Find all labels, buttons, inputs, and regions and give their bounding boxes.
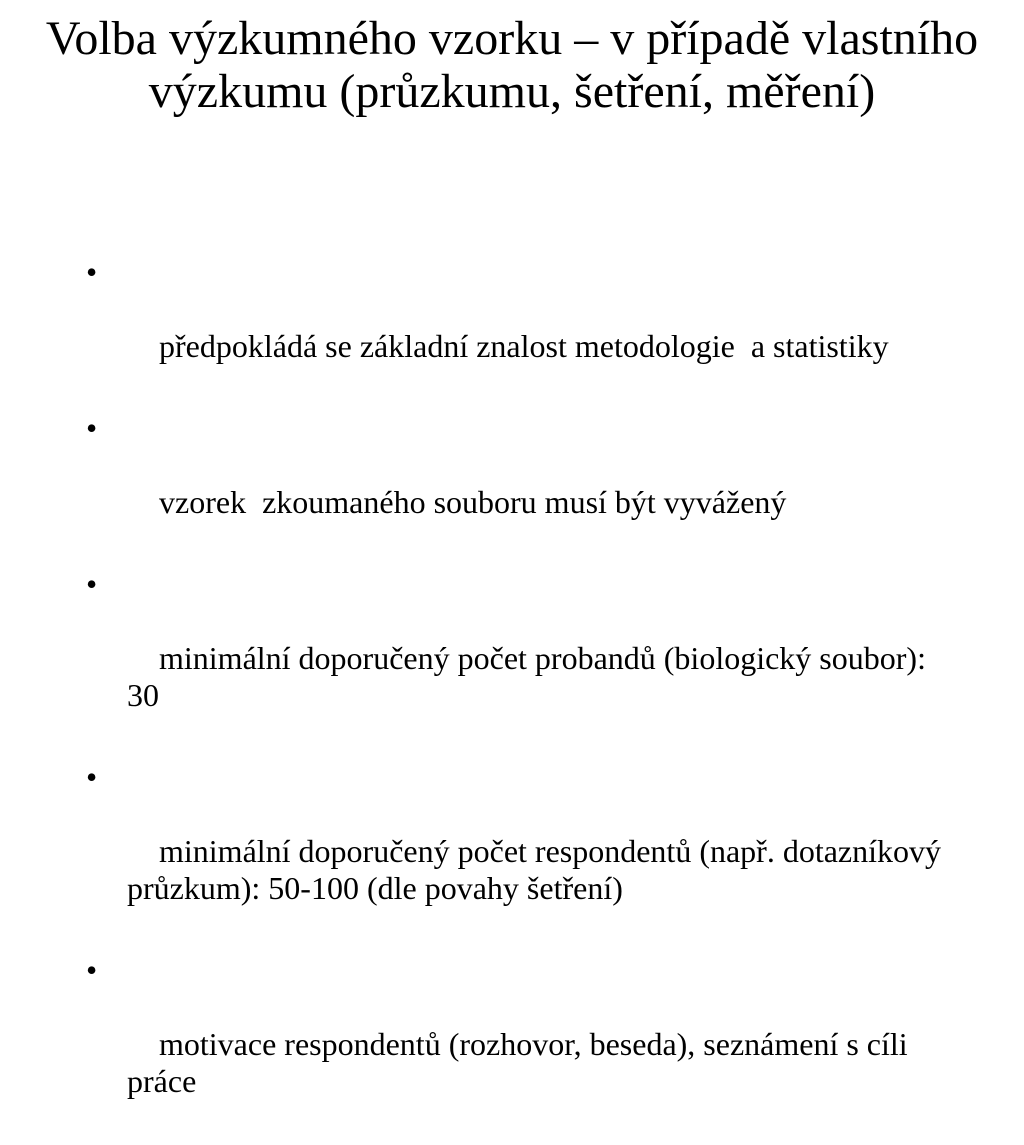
title-text: Volba výzkumného vzorku – v případě vlastního výzkumu (průzkumu, šetření, měření) — [45, 12, 979, 118]
bullet-icon: • — [86, 254, 98, 290]
bullet-text-5: motivace respondentů (rozhovor, beseda), seznámení s cíli práce — [127, 1026, 916, 1099]
bullet-item-3 — [86, 566, 956, 751]
bullet-icon: • — [86, 566, 98, 602]
bullet-item-2 — [86, 410, 956, 558]
bullet-text-3: minimální doporučený počet probandů (biologický soubor): 30 — [127, 640, 934, 713]
bullet-icon: • — [86, 759, 98, 795]
bullet-item-5 — [86, 952, 956, 1137]
bullet-text-2: vzorek zkoumaného souboru musí být vyvážený — [159, 484, 787, 520]
slide-title — [0, 12, 1024, 118]
bullet-icon: • — [86, 410, 98, 446]
bullet-icon: • — [86, 952, 98, 988]
bullet-item-1 — [86, 254, 956, 402]
bullet-text-4: minimální doporučený počet respondentů (např. dotazníkový průzkum): 50-100 (dle povahy šetření) — [127, 833, 950, 906]
bullet-list — [86, 254, 956, 1145]
bullet-text-1: předpokládá se základní znalost metodologie a statistiky — [159, 328, 889, 364]
bullet-item-4 — [86, 759, 956, 944]
